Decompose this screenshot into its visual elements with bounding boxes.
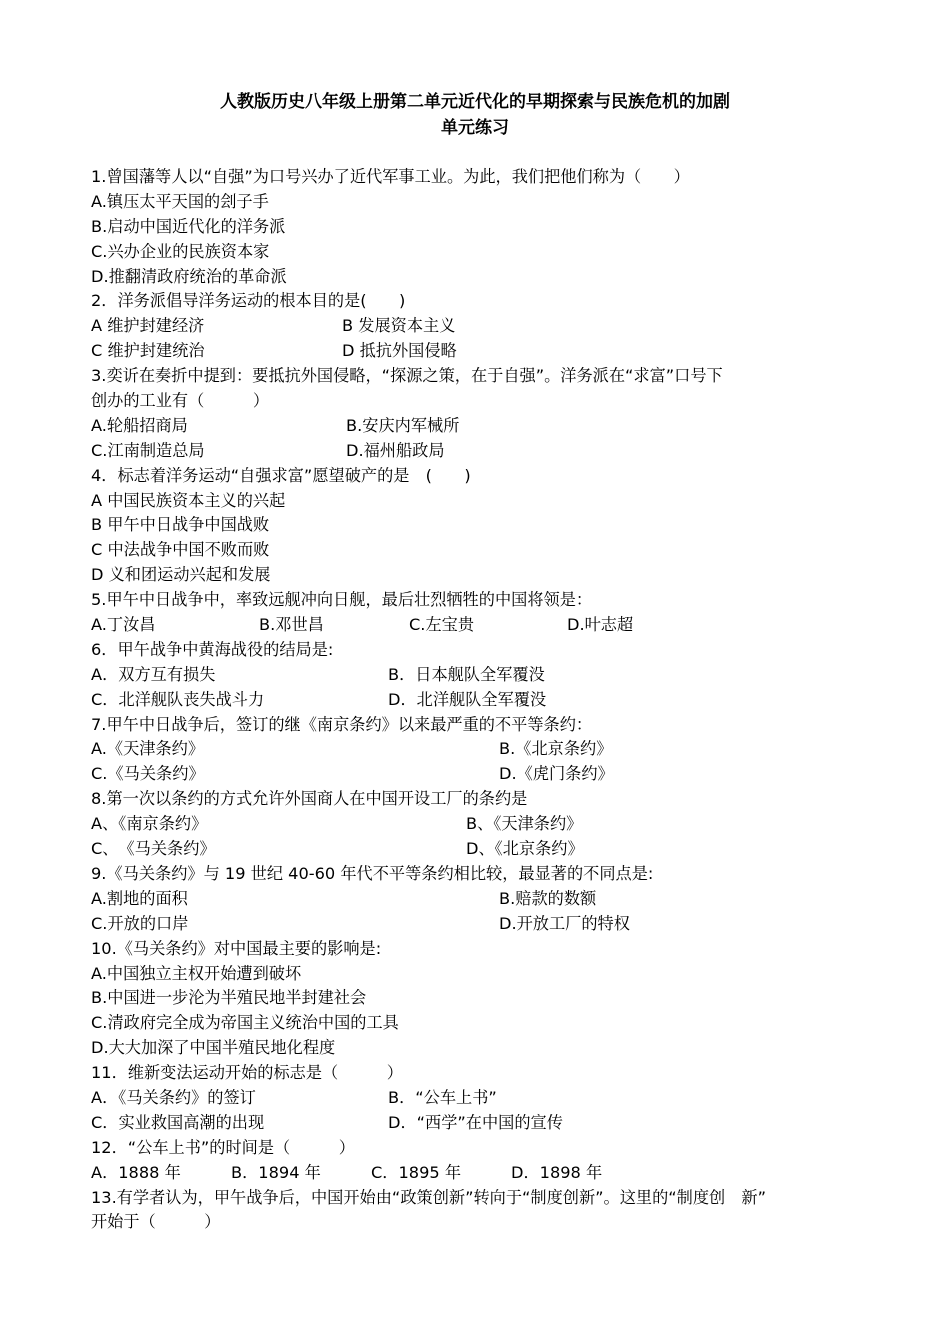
question-6-options-row2 (91, 688, 866, 713)
question-11-option-a: A．《马关条约》的签订 (91, 1087, 256, 1107)
question-12-option-d: D．1898 年 (511, 1162, 603, 1182)
question-2-option-d: D 抵抗外国侵略 (342, 341, 457, 361)
question-1-stem: 1.曾国藩等人以“自强”为口号兴办了近代军事工业。为此，我们把他们称为（ ） (91, 167, 690, 186)
question-6-option-d: D．北洋舰队全军覆没 (388, 689, 547, 709)
question-2-options-row2 (91, 339, 866, 364)
question-8-option-c: C、 《马关条约》 (91, 839, 216, 859)
question-2-option-b: B 发展资本主义 (342, 316, 456, 336)
question-6-option-b: B．日本舰队全军覆没 (388, 664, 545, 684)
document-title: 人教版历史八年级上册第二单元近代化的早期探索与民族危机的加剧 (220, 92, 730, 112)
question-2-option-c: C 维护封建统治 (91, 341, 205, 361)
question-10-option-b: B.中国进一步沦为半殖民地半封建社会 (91, 988, 367, 1008)
question-9-options-row2 (91, 912, 866, 937)
question-10-option-c: C.清政府完全成为帝国主义统治中国的工具 (91, 1013, 399, 1033)
question-5-options-row (91, 613, 866, 638)
question-13-stem-line2: 开始于（ ） (91, 1212, 221, 1232)
question-4-option-a: A 中国民族资本主义的兴起 (91, 490, 286, 510)
question-4-stem: 4．标志着洋务运动“自强求富”愿望破产的是 ( ) (91, 465, 471, 485)
question-7-options-row2 (91, 762, 866, 787)
question-2-options-row1 (91, 314, 866, 339)
question-10-option-a: A.中国独立主权开始遭到破坏 (91, 963, 302, 983)
question-9-options-row1 (91, 887, 866, 912)
question-7-option-a: A.《天津条约》 (91, 739, 205, 759)
question-1-option-c: C.兴办企业的民族资本家 (91, 241, 270, 261)
question-6-options-row1 (91, 663, 866, 688)
question-10-stem: 10.《马关条约》对中国最主要的影响是: (91, 938, 382, 958)
question-1-option-a: A.镇压太平天国的刽子手 (91, 191, 269, 211)
document-subtitle: 单元练习 (441, 118, 509, 138)
question-11-option-c: C．实业救国高潮的出现 (91, 1112, 265, 1132)
question-13-stem-line1: 13.有学者认为，甲午战争后，中国开始由“政策创新”转向于“制度创新”。这里的“制度创 新” (91, 1187, 766, 1207)
question-1-option-b: B.启动中国近代化的洋务派 (91, 216, 286, 236)
question-11-stem: 11．维新变法运动开始的标志是（ ） (91, 1063, 403, 1083)
question-12-option-b: B．1894 年 (231, 1162, 321, 1182)
question-3-option-d: D.福州船政局 (346, 440, 445, 460)
question-8-option-a: A、《南京条约》 (91, 814, 208, 834)
question-11-option-b: B．“公车上书” (388, 1087, 497, 1107)
question-9-option-d: D.开放工厂的特权 (499, 913, 630, 933)
question-4-option-d: D 义和团运动兴起和发展 (91, 565, 271, 585)
question-2-option-a: A 维护封建经济 (91, 316, 205, 336)
question-9-option-b: B.赔款的数额 (499, 888, 597, 908)
question-3-stem-line2: 创办的工业有（ ） (91, 391, 270, 411)
question-3-option-c: C.江南制造总局 (91, 440, 205, 460)
question-11-options-row1 (91, 1086, 866, 1111)
question-3-options-row2 (91, 439, 866, 464)
question-3-options-row1 (91, 414, 866, 439)
question-list (91, 165, 866, 1235)
question-3-option-b: B.安庆内军械所 (346, 415, 460, 435)
question-12-option-a: A．1888 年 (91, 1162, 181, 1182)
question-7-option-c: C.《马关条约》 (91, 764, 205, 784)
question-7-option-b: B.《北京条约》 (499, 739, 613, 759)
question-2-stem: 2．洋务派倡导洋务运动的根本目的是( ) (91, 291, 406, 311)
question-12-options-row (91, 1161, 866, 1186)
question-8-stem: 8.第一次以条约的方式允许外国商人在中国开设工厂的条约是 (91, 789, 528, 809)
question-5-option-c: C.左宝贵 (409, 615, 475, 635)
question-5-stem: 5.甲午中日战争中，率致远舰冲向日舰，最后壮烈牺牲的中国将领是： (91, 590, 593, 610)
question-7-options-row1 (91, 737, 866, 762)
question-3-option-a: A.轮船招商局 (91, 415, 188, 435)
question-6-option-c: C．北洋舰队丧失战斗力 (91, 689, 265, 709)
question-8-option-b: B、《天津条约》 (466, 814, 583, 834)
question-8-options-row1 (91, 812, 866, 837)
question-12-stem: 12．“公车上书”的时间是（ ） (91, 1137, 355, 1157)
question-9-option-c: C.开放的口岸 (91, 913, 189, 933)
question-8-option-d: D、《北京条约》 (466, 839, 584, 859)
question-11-options-row2 (91, 1111, 866, 1136)
question-10-option-d: D.大大加深了中国半殖民地化程度 (91, 1038, 336, 1058)
question-3-stem-line1: 3.奕䜣在奏折中提到：要抵抗外国侵略，“探源之策，在于自强”。洋务派在“求富”口号下 (91, 366, 723, 386)
question-4-option-c: C 中法战争中国不败而败 (91, 540, 270, 560)
question-1-option-d: D.推翻清政府统治的革命派 (91, 266, 287, 286)
question-5-option-a: A.丁汝昌 (91, 615, 156, 635)
question-7-option-d: D.《虎门条约》 (499, 764, 614, 784)
question-7-stem: 7.甲午中日战争后，签订的继《南京条约》以来最严重的不平等条约： (91, 714, 593, 734)
question-12-option-c: C．1895 年 (371, 1162, 462, 1182)
question-8-options-row2 (91, 837, 866, 862)
question-6-stem: 6．甲午战争中黄海战役的结局是: (91, 639, 334, 659)
question-9-stem: 9.《马关条约》与 19 世纪 40-60 年代不平等条约相比较，最显著的不同点是: (91, 863, 654, 883)
question-11-option-d: D．“西学”在中国的宣传 (388, 1112, 563, 1132)
question-5-option-b: B.邓世昌 (259, 615, 324, 635)
question-4-option-b: B 甲午中日战争中国战败 (91, 515, 270, 535)
question-6-option-a: A．双方互有损失 (91, 664, 216, 684)
question-5-option-d: D.叶志超 (567, 615, 634, 635)
question-9-option-a: A.割地的面积 (91, 888, 188, 908)
